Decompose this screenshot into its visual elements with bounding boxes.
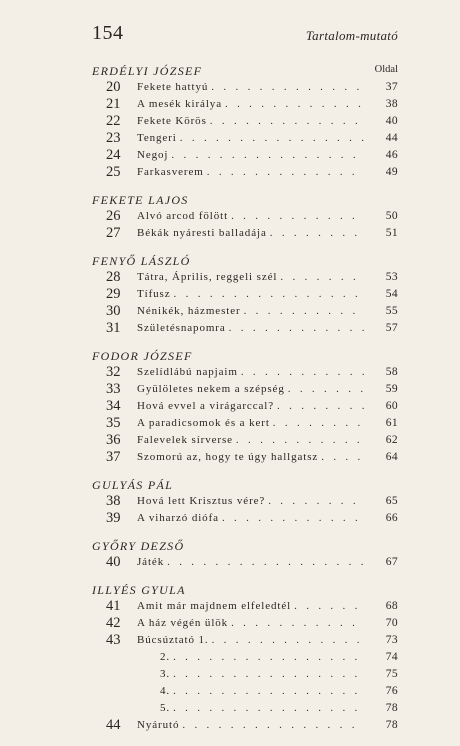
entry-title-leader	[137, 432, 364, 449]
entry-page-number: 73	[385, 634, 398, 646]
entry-title-leader	[137, 320, 364, 337]
dot-leader	[268, 493, 364, 510]
dot-leader	[270, 225, 364, 242]
toc-entry	[92, 649, 398, 666]
running-title: Tartalom-mutató	[305, 28, 398, 43]
entry-title-leader	[137, 79, 364, 96]
entry-title-leader	[160, 683, 364, 700]
entry-number: 21	[106, 96, 121, 112]
entry-title-leader	[137, 130, 364, 147]
entry-title-leader	[137, 554, 364, 571]
entry-page-number: 37	[385, 81, 398, 93]
toc-entry	[92, 96, 398, 113]
entry-page-number: 50	[385, 210, 398, 222]
entry-title: Békák nyáresti balladája	[137, 227, 267, 239]
entry-page-number: 76	[385, 685, 398, 697]
dot-leader	[229, 320, 364, 337]
dot-leader	[211, 79, 364, 96]
entry-page-number: 61	[385, 417, 398, 429]
entry-title-leader	[137, 493, 364, 510]
entry-title: Szelídlábú napjaim	[137, 366, 238, 378]
entry-page-number: 57	[385, 322, 398, 334]
dot-leader	[180, 130, 364, 147]
toc-entry	[92, 683, 398, 700]
dot-leader	[173, 666, 364, 683]
entry-title-leader	[137, 449, 364, 466]
author-heading: FEKETE LAJOS	[92, 193, 189, 207]
entry-number: 23	[106, 130, 121, 146]
entry-page-number: 78	[385, 702, 398, 714]
entry-number: 30	[106, 303, 121, 319]
entry-number: 22	[106, 113, 121, 129]
page-column-label: Oldal	[374, 64, 398, 75]
entry-page-number: 49	[385, 166, 398, 178]
dot-leader	[210, 113, 364, 130]
dot-leader	[207, 164, 364, 181]
entry-title: 5.	[160, 702, 171, 714]
dot-leader	[280, 269, 364, 286]
entry-title: 3.	[160, 668, 171, 680]
dot-leader	[174, 286, 364, 303]
entry-title-leader	[137, 381, 364, 398]
toc-entry	[92, 598, 398, 615]
dot-leader	[231, 208, 364, 225]
entry-title-leader	[137, 398, 364, 415]
entry-title: Tífusz	[137, 288, 171, 300]
entry-number: 32	[106, 364, 121, 380]
entry-title-leader	[160, 649, 364, 666]
dot-leader	[273, 415, 364, 432]
entry-title-leader	[137, 615, 364, 632]
entry-title: Búcsúztató 1.	[137, 634, 209, 646]
entry-title-leader	[137, 147, 364, 164]
toc-entry	[92, 398, 398, 415]
entry-title: Gyülöletes nekem a szépség	[137, 383, 285, 395]
dot-leader	[173, 649, 364, 666]
dot-leader	[167, 554, 364, 571]
entry-number: 42	[106, 615, 121, 631]
entry-title-leader	[137, 96, 364, 113]
author-heading: GULYÁS PÁL	[92, 478, 174, 492]
entry-title: Játék	[137, 556, 165, 568]
page-number: 154	[92, 22, 124, 44]
toc-entry	[92, 364, 398, 381]
entry-number: 43	[106, 632, 121, 648]
entry-page-number: 59	[385, 383, 398, 395]
toc-entry	[92, 113, 398, 130]
toc-entry	[92, 449, 398, 466]
toc-entry	[92, 147, 398, 164]
entry-title-leader	[137, 632, 364, 649]
entry-number: 37	[106, 449, 121, 465]
toc-section	[92, 193, 398, 242]
toc-entry	[92, 269, 398, 286]
entry-title-leader	[137, 598, 364, 615]
dot-leader	[173, 683, 364, 700]
toc-entry	[92, 164, 398, 181]
entry-title: Nyárutó	[137, 719, 180, 731]
entry-title-leader	[137, 286, 364, 303]
dot-leader	[321, 449, 364, 466]
entry-title: 4.	[160, 685, 171, 697]
entry-page-number: 46	[385, 149, 398, 161]
entry-page-number: 55	[385, 305, 398, 317]
entry-title: Fekete hattyú	[137, 81, 209, 93]
toc-entry	[92, 79, 398, 96]
table-of-contents	[92, 64, 398, 746]
entry-title: Fekete Körös	[137, 115, 207, 127]
toc-entry	[92, 130, 398, 147]
dot-leader	[288, 381, 364, 398]
entry-title: Hová lett Krisztus vére?	[137, 495, 266, 507]
toc-entry	[92, 510, 398, 527]
toc-entry	[92, 225, 398, 242]
entry-number: 44	[106, 717, 121, 733]
entry-title: Hová evvel a virágarccal?	[137, 400, 275, 412]
toc-section	[92, 478, 398, 527]
toc-entry	[92, 554, 398, 571]
entry-title: Tengeri	[137, 132, 177, 144]
entry-number: 36	[106, 432, 121, 448]
entry-number: 35	[106, 415, 121, 431]
entry-title-leader	[137, 364, 364, 381]
entry-title-leader	[137, 164, 364, 181]
entry-title: Alvó arcod fölött	[137, 210, 229, 222]
dot-leader	[241, 364, 364, 381]
entry-page-number: 67	[385, 556, 398, 568]
entry-title-leader	[137, 717, 364, 734]
entry-page-number: 65	[385, 495, 398, 507]
entry-page-number: 75	[385, 668, 398, 680]
entry-number: 26	[106, 208, 121, 224]
entry-page-number: 60	[385, 400, 398, 412]
author-heading: GYŐRY DEZSŐ	[92, 539, 185, 553]
author-heading: FODOR JÓZSEF	[92, 349, 193, 363]
toc-entry	[92, 615, 398, 632]
entry-number: 40	[106, 554, 121, 570]
entry-page-number: 53	[385, 271, 398, 283]
entry-title: Nénikék, házmester	[137, 305, 241, 317]
entry-number: 24	[106, 147, 121, 163]
entry-title-leader	[137, 510, 364, 527]
entry-title: Amit már majdnem elfeledtél	[137, 600, 292, 612]
entry-number: 34	[106, 398, 121, 414]
dot-leader	[244, 303, 364, 320]
toc-entry	[92, 666, 398, 683]
dot-leader	[231, 615, 364, 632]
entry-number: 29	[106, 286, 121, 302]
entry-page-number: 70	[385, 617, 398, 629]
entry-title: Negoj	[137, 149, 169, 161]
entry-title-leader	[137, 225, 364, 242]
toc-entry	[92, 303, 398, 320]
toc-section	[92, 254, 398, 337]
entry-number: 25	[106, 164, 121, 180]
dot-leader	[236, 432, 364, 449]
entry-page-number: 64	[385, 451, 398, 463]
entry-title-leader	[137, 303, 364, 320]
entry-title: A paradicsomok és a kert	[137, 417, 270, 429]
entry-page-number: 78	[385, 719, 398, 731]
entry-page-number: 74	[385, 651, 398, 663]
entry-title-leader	[137, 113, 364, 130]
dot-leader	[277, 398, 364, 415]
toc-section	[92, 349, 398, 466]
entry-page-number: 51	[385, 227, 398, 239]
toc-section	[92, 539, 398, 571]
entry-page-number: 66	[385, 512, 398, 524]
entry-page-number: 54	[385, 288, 398, 300]
entry-title: Falevelek sírverse	[137, 434, 233, 446]
author-heading: FENYŐ LÁSZLÓ	[92, 254, 191, 268]
toc-entry	[92, 632, 398, 649]
toc-entry	[92, 432, 398, 449]
toc-entry	[92, 208, 398, 225]
entry-title-leader	[137, 415, 364, 432]
entry-number: 41	[106, 598, 121, 614]
entry-title-leader	[160, 666, 364, 683]
entry-number: 20	[106, 79, 121, 95]
entry-number: 33	[106, 381, 121, 397]
dot-leader	[171, 147, 364, 164]
entry-page-number: 62	[385, 434, 398, 446]
dot-leader	[212, 632, 364, 649]
dot-leader	[294, 598, 364, 615]
running-head	[92, 22, 398, 44]
dot-leader	[222, 510, 364, 527]
entry-number: 38	[106, 493, 121, 509]
entry-number: 28	[106, 269, 121, 285]
toc-entry	[92, 286, 398, 303]
entry-title: Tátra, Április, reggeli szél	[137, 271, 278, 283]
entry-number: 27	[106, 225, 121, 241]
entry-page-number: 44	[385, 132, 398, 144]
dot-leader	[182, 717, 364, 734]
toc-entry	[92, 493, 398, 510]
entry-title: Születésnapomra	[137, 322, 226, 334]
toc-entry	[92, 381, 398, 398]
entry-title-leader	[137, 208, 364, 225]
entry-number: 31	[106, 320, 121, 336]
entry-page-number: 40	[385, 115, 398, 127]
toc-section	[92, 64, 398, 181]
entry-number: 39	[106, 510, 121, 526]
entry-title: 2.	[160, 651, 171, 663]
author-heading: ERDÉLYI JÓZSEF	[92, 64, 203, 78]
toc-entry	[92, 415, 398, 432]
author-heading: ILLYÉS GYULA	[92, 583, 186, 597]
entry-title: A viharzó diófa	[137, 512, 219, 524]
toc-entry	[92, 320, 398, 337]
entry-page-number: 58	[385, 366, 398, 378]
entry-title: Farkasverem	[137, 166, 204, 178]
entry-page-number: 38	[385, 98, 398, 110]
entry-title: A mesék királya	[137, 98, 222, 110]
entry-title: A ház végén ülök	[137, 617, 229, 629]
entry-title-leader	[137, 269, 364, 286]
toc-entry	[92, 717, 398, 734]
entry-page-number: 68	[385, 600, 398, 612]
toc-section	[92, 583, 398, 734]
dot-leader	[225, 96, 364, 113]
entry-title: Szomorú az, hogy te úgy hallgatsz	[137, 451, 319, 463]
